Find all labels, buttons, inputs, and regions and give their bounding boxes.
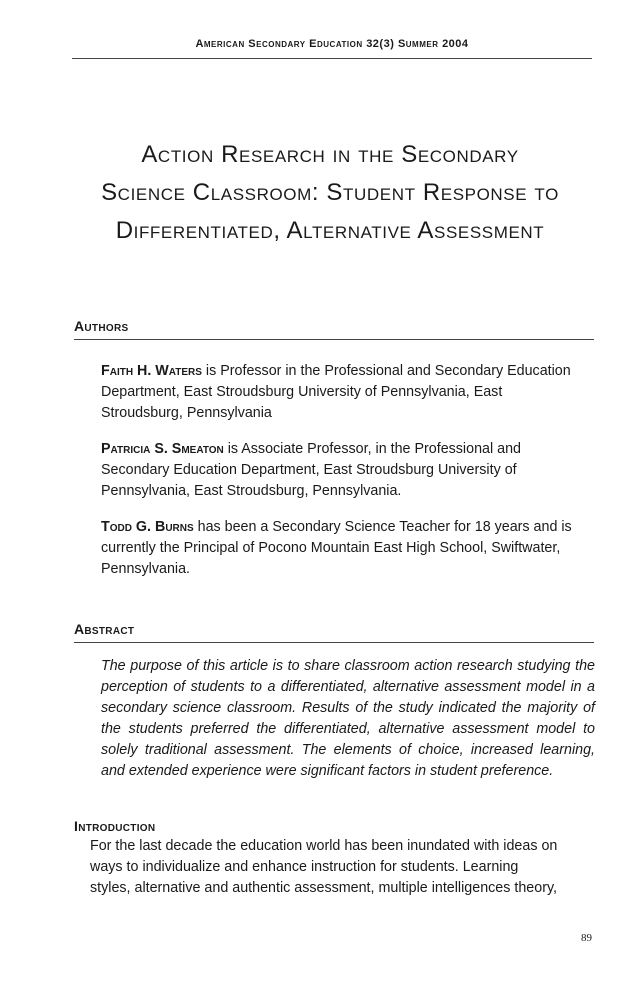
abstract-text: The purpose of this article is to share classroom action research studying the perception of students to a differentiated, alternative assessment model in a secondary science classroom. Results of the study indicated the majority of the students preferred the differentiated, alternative assessment model to solely traditional assessment. The elements of choice, increased learning, and extended experience were significant factors in student preference. bbox=[101, 658, 595, 779]
journal-issue: 32(3) bbox=[366, 38, 395, 50]
author-bio-text: has been a Secondary Science Teacher for 18 years and is bbox=[193, 519, 572, 535]
header-rule bbox=[72, 58, 592, 59]
intro-line-3: styles, alternative and authentic assessment, multiple intelligences theory, bbox=[90, 880, 558, 896]
author-entry-waters bbox=[101, 361, 593, 424]
intro-line-1: For the last decade the education world has been inundated with ideas on bbox=[90, 838, 558, 854]
author-bio-line-1 bbox=[101, 517, 593, 538]
author-bio-text: is Professor in the Professional and Secondary Education bbox=[201, 363, 571, 379]
page-number: 89 bbox=[581, 932, 592, 944]
author-bio-line-1 bbox=[101, 361, 593, 382]
author-bio-line-2: Secondary Education Department, East Stroudsburg University of bbox=[101, 462, 517, 478]
title-line-2: Science Classroom: Student Response to bbox=[101, 179, 559, 206]
author-bio-line-2: currently the Principal of Pocono Mountain East High School, Swiftwater, bbox=[101, 540, 561, 556]
intro-line-2: ways to individualize and enhance instruction for students. Learning bbox=[90, 859, 519, 875]
authors-heading: Authors bbox=[74, 318, 129, 334]
author-bio-line-2: Department, East Stroudsburg University of Pennsylvania, East bbox=[101, 384, 503, 400]
author-entry-smeaton bbox=[101, 439, 593, 502]
author-bio-line-3: Pennsylvania. bbox=[101, 561, 191, 577]
journal-name: American Secondary Education bbox=[195, 38, 363, 50]
introduction-heading: Introduction bbox=[74, 818, 156, 834]
title-line-3: Differentiated, Alternative Assessment bbox=[115, 217, 545, 244]
title-line-1: Action Research in the Secondary bbox=[141, 141, 519, 168]
author-bio-text: is Associate Professor, in the Professional and bbox=[223, 441, 521, 457]
author-name: Patricia S. Smeaton bbox=[101, 441, 224, 457]
authors-rule bbox=[74, 339, 594, 340]
author-bio-line-3: Stroudsburg, Pennsylvania bbox=[101, 405, 272, 421]
author-bio-line-1 bbox=[101, 439, 593, 460]
abstract-rule bbox=[74, 642, 594, 643]
article-title bbox=[50, 136, 610, 250]
author-bio-line-3: Pennsylvania, East Stroudsburg, Pennsylvania. bbox=[101, 483, 402, 499]
author-name: Faith H. Waters bbox=[101, 363, 202, 379]
introduction-text bbox=[90, 836, 595, 899]
running-head bbox=[72, 38, 592, 50]
abstract-heading: Abstract bbox=[74, 621, 135, 637]
journal-season: Summer bbox=[397, 38, 439, 50]
author-name: Todd G. Burns bbox=[101, 519, 194, 535]
author-entry-burns bbox=[101, 517, 593, 580]
journal-year: 2004 bbox=[442, 38, 469, 50]
